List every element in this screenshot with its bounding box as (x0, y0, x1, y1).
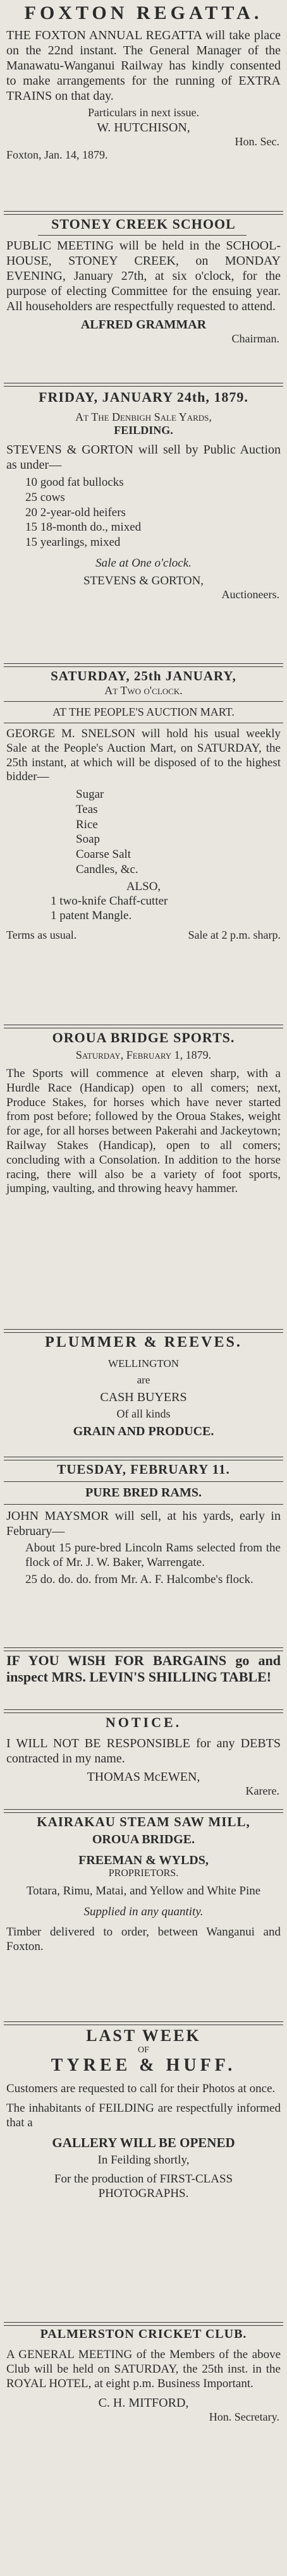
stoney-text: PUBLIC MEETING will be held in the SCHOOL-HOUSE, STONEY CREEK, on MONDAY EVENING, January 27th, at six o'clock, for the purpose of electing Committee for the ensuing year. All householders are respectfully requested to attend. (6, 239, 281, 313)
list-item: Coarse Salt (76, 848, 131, 862)
divider (4, 383, 283, 387)
list-item: 1 two-knife Chaff-cutter (51, 894, 168, 908)
ad-levin-bargains (0, 1652, 287, 1707)
plummer-line: GRAIN AND PRODUCE. (73, 1424, 214, 1438)
tyree-text: Customers are requested to call for their Photos at once. (6, 2082, 276, 2095)
notice-text: I WILL NOT BE RESPONSIBLE for any DEBTS contracted in my name. (6, 1736, 281, 1766)
list-item: Soap (76, 833, 100, 846)
stevens-town: FEILDING. (114, 424, 173, 436)
maysmor-date: TUESDAY, FEBRUARY 11. (57, 1462, 230, 1477)
list-item: 20 2-year-old heifers (25, 505, 126, 519)
list-item: Sugar (76, 788, 104, 802)
divider (4, 1504, 283, 1505)
stevens-date: FRIDAY, JANUARY 24th, 1879. (39, 389, 248, 405)
tyree-of: OF (138, 2045, 149, 2055)
stoney-role: Chairman. (231, 332, 279, 345)
divider (4, 1457, 283, 1460)
oroua-date: Saturday, February 1, 1879. (75, 1049, 212, 1061)
tyree-title: LAST WEEK (86, 2026, 201, 2045)
divider (4, 2322, 283, 2326)
tyree-text-2: The inhabitants of FEILDING are respectfully informed that a (6, 2101, 281, 2129)
snelson-terms-right: Sale at 2 p.m. sharp. (188, 929, 281, 942)
regatta-particulars: Particulars in next issue. (88, 106, 199, 119)
notice-place: Karere. (245, 1785, 279, 1797)
divider (4, 701, 283, 702)
tyree-text-3: In Feilding shortly, (97, 2153, 190, 2167)
stevens-text: STEVENS & GORTON will sell by Public Auction as under— (6, 443, 281, 472)
divider (4, 1481, 283, 1482)
tyree-text-4: For the production of FIRST-CLASS PHOTOGRAPHS. (54, 2172, 233, 2201)
plummer-line: CASH BUYERS (100, 1390, 187, 1404)
snelson-terms-row (0, 929, 287, 942)
ad-palmerston-cricket (0, 2327, 287, 2567)
regatta-role: Hon. Sec. (235, 135, 279, 148)
list-item: 10 good fat bullocks (25, 476, 124, 489)
list-item: 25 do. do. do. from Mr. A. F. Halcombe's flock. (25, 1572, 253, 1586)
snelson-date: SATURDAY, 25th JANUARY, (51, 668, 236, 683)
snelson-time: At Two o'clock. (104, 684, 183, 697)
palmerston-role: Hon. Secretary. (209, 2410, 279, 2424)
snelson-terms: Terms as usual. (6, 929, 77, 942)
ad-stoney-creek (0, 216, 287, 380)
kairakau-timber: Timber delivered to order, between Wanganui and Foxton. (6, 1925, 281, 1953)
plummer-line: Of all kinds (116, 1407, 171, 1420)
divider (4, 1025, 283, 1028)
snelson-item-list (0, 787, 287, 877)
snelson-text: GEORGE M. SNELSON will hold his usual weekly Sale at the People's Auction Mart, on SATURDAY, the 25th instant, at which will be disposed of to the highest bidder— (6, 727, 281, 784)
levin-text: IF YOU WISH FOR BARGAINS go and inspect MRS. LEVIN'S SHILLING TABLE! (6, 1652, 281, 1685)
list-item: Teas (76, 802, 98, 816)
divider (4, 1809, 283, 1813)
stevens-venue: At The Denbigh Sale Yards, (75, 411, 212, 423)
ad-stevens-gorton-sale (0, 389, 287, 661)
divider (38, 235, 247, 236)
stevens-signature: STEVENS & GORTON, (83, 574, 204, 587)
divider (4, 2021, 283, 2025)
plummer-line: WELLINGTON (107, 1357, 180, 1369)
maysmor-title: PURE BRED RAMS. (85, 1486, 202, 1500)
kairakau-text: Totara, Rimu, Matai, and Yellow and White Pine (26, 1884, 261, 1898)
oroua-text: The Sports will commence at eleven sharp, with a Hurdle Race (Handicap) open to all comers; next, Produce Stakes, for horses which have never started from post before; followed by the Oroua Stakes, weight for age, for all horses between Pakerahi and Jackeytown; Railway Stakes (Handicap), open to all comers; concluding with a Consolation. In addition to the horse racing, there will also be a variety of foot sports, jumping, vaulting, and throwing heavy hammer. (6, 1067, 281, 1196)
divider (4, 1647, 283, 1651)
kairakau-title: KAIRAKAU STEAM SAW MILL, (37, 1814, 250, 1829)
palmerston-title: PALMERSTON CRICKET CLUB. (40, 2327, 247, 2341)
list-item: 15 yearlings, mixed (25, 536, 121, 549)
regatta-title: FOXTON REGATTA. (24, 3, 263, 23)
snelson-item-list-2 (0, 894, 287, 924)
divider (4, 1329, 283, 1333)
plummer-line: are (137, 1374, 150, 1386)
list-item: About 15 pure-bred Lincoln Rams selected from the flock of Mr. J. W. Baker, Warrengate. (25, 1541, 281, 1569)
notice-title: NOTICE. (105, 1714, 182, 1730)
ad-kairakau-saw-mill (0, 1814, 287, 2019)
list-item: 1 patent Mangle. (51, 909, 132, 923)
divider (4, 1709, 283, 1713)
list-item: 15 18-month do., mixed (25, 521, 142, 534)
stoney-title: STONEY CREEK SCHOOL (51, 216, 236, 232)
stevens-item-list (0, 475, 287, 550)
ad-notice (0, 1714, 287, 1807)
stoney-signature: ALFRED GRAMMAR (80, 318, 207, 332)
regatta-text: THE FOXTON ANNUAL REGATTA will take place on the 22nd instant. The General Manager of the Manawatu-Wanganui Railway has kindly consented to make arrangements for the running of EXTRA TRAINS on that day. (6, 28, 281, 103)
notice-signature: THOMAS McEWEN, (87, 1770, 200, 1784)
list-item: Candles, &c. (76, 862, 138, 876)
ad-snelson-auction (0, 668, 287, 1022)
regatta-date: Foxton, Jan. 14, 1879. (6, 148, 108, 161)
ad-maysmor-rams (0, 1462, 287, 1645)
kairakau-proprietors: FREEMAN & WYLDS, (78, 1853, 209, 1867)
maysmor-text: JOHN MAYSMOR will sell, at his yards, early in February— (6, 1509, 281, 1538)
ad-foxton-regatta (0, 0, 287, 208)
tyree-name: TYREE & HUFF. (51, 2055, 236, 2075)
palmerston-signature: C. H. MITFORD, (98, 2396, 189, 2410)
snelson-also: ALSO, (126, 879, 161, 893)
list-item: 25 cows (25, 490, 65, 504)
kairakau-subtitle: OROUA BRIDGE. (92, 1833, 195, 1846)
plummer-title: PLUMMER & REEVES. (45, 1334, 242, 1351)
snelson-venue: AT THE PEOPLE'S AUCTION MART. (52, 706, 235, 718)
tyree-gallery: GALLERY WILL BE OPENED (52, 2135, 235, 2151)
palmerston-text: A GENERAL MEETING of the Members of the above Club will be held on SATURDAY, the 25th inst. in the ROYAL HOTEL, at eight p.m. Business Important. (6, 2348, 281, 2390)
regatta-signature: W. HUTCHISON, (97, 121, 190, 135)
list-item: Rice (76, 817, 98, 831)
kairakau-role: PROPRIETORS. (108, 1868, 179, 1879)
ad-tyree-huff (0, 2026, 287, 2320)
divider (4, 663, 283, 667)
stevens-time: Sale at One o'clock. (95, 556, 192, 570)
ad-plummer-reeves (0, 1334, 287, 1454)
divider (4, 211, 283, 215)
stevens-role: Auctioneers. (221, 587, 279, 601)
ad-oroua-sports (0, 1030, 287, 1327)
kairakau-supply: Supplied in any quantity. (83, 1905, 204, 1918)
oroua-title: OROUA BRIDGE SPORTS. (52, 1030, 235, 1045)
